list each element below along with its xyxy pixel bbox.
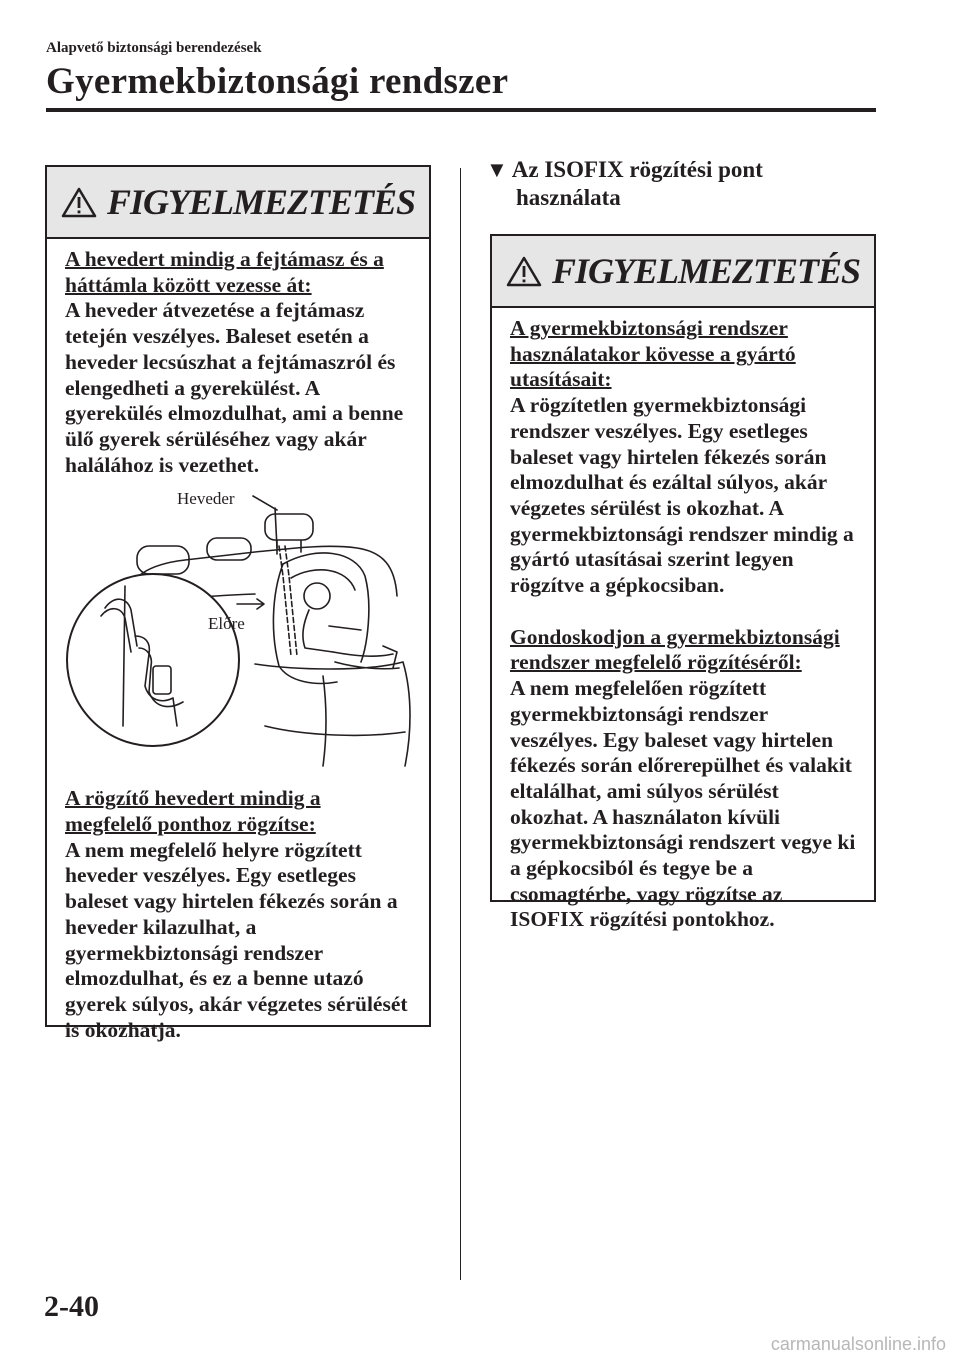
left-warning-box	[45, 165, 431, 1042]
right-warning-para2-heading: Gondoskodjon a gyermekbiztonsági rendszer megfelelő rögzítéséről:	[510, 624, 840, 675]
left-warning-para1-heading: A hevedert mindig a fejtámasz és a háttámla között vezesse át:	[65, 247, 384, 297]
right-warning-para1-body: A rögzítetlen gyermekbiztonsági rendszer veszélyes. Egy esetleges baleset vagy hirtelen fékezés során elmozdulhat és ezáltal súlyos, akár végzetes sérülést is okozhat. A gyermekbiztonsági rendszer mindig a gyártó utasításai szerint legyen rögzítve a gépkocsiban.	[510, 393, 854, 598]
left-warning-para1-body: A heveder átvezetése a fejtámasz tetején veszélyes. Baleset esetén a heveder lecsúszhat a fejtámaszról és elengedheti a gyerekülést. A gyerekülés elmozdulhat, ami a benne ülő gyerek sérüléséhez vagy akár halálához is vezethet.	[65, 298, 404, 477]
isofix-subheading	[486, 156, 763, 212]
isofix-subheading-line1: Az ISOFIX rögzítési pont	[511, 157, 763, 182]
warning-triangle-icon	[506, 255, 542, 287]
right-warning-box	[490, 234, 876, 932]
forward-label: Előre	[208, 614, 245, 634]
section-triangle-icon: ▼	[486, 157, 508, 182]
right-warning-para1-heading: A gyermekbiztonsági rendszer használatakor kövesse a gyártó utasításait:	[510, 316, 796, 392]
left-warning-para2-heading: A rögzítő hevedert mindig a megfelelő ponthoz rögzítse:	[65, 786, 321, 837]
page-number: 2-40	[44, 1290, 99, 1323]
left-warning-title: FIGYELMEZTETÉS	[106, 182, 416, 222]
right-warning-para2-body: A nem megfelelően rögzített gyermekbiztonsági rendszer veszélyes. Egy baleset vagy hirtelen fékezés során előrerepülhet és valakit eltalálhat, ami súlyos sérülést okozhat. A használaton kívüli gyermekbiztonsági rendszert vegye ki a gépkocsiból és tegye be a csomagtérbe, vagy rögzítse az ISOFIX rögzítési pontokhoz.	[510, 676, 856, 932]
strap-label: Heveder	[177, 489, 235, 509]
warning-triangle-icon	[61, 186, 97, 218]
column-divider	[460, 168, 461, 1280]
right-warning-title: FIGYELMEZTETÉS	[551, 251, 861, 291]
left-warning-para2-body: A nem megfelelő helyre rögzített heveder veszélyes. Egy esetleges baleset vagy hirtelen fékezés során a heveder kilazulhat, a gyermekbiztonsági rendszer elmozdulhat, és ez a benne utazó gyerek súlyos, akár végzetes sérülését is okozhatja.	[65, 837, 408, 1042]
title-rule	[46, 108, 876, 112]
isofix-subheading-line2: használata	[516, 185, 621, 210]
tether-strap-illustration	[65, 486, 425, 778]
right-warning-header	[492, 236, 874, 308]
page-title: Gyermekbiztonsági rendszer	[46, 61, 509, 102]
watermark: carmanualsonline.info	[770, 1334, 946, 1354]
child-seat-drawing	[65, 486, 425, 778]
section-label: Alapvető biztonsági berendezések	[46, 40, 262, 56]
left-warning-header	[47, 167, 429, 239]
